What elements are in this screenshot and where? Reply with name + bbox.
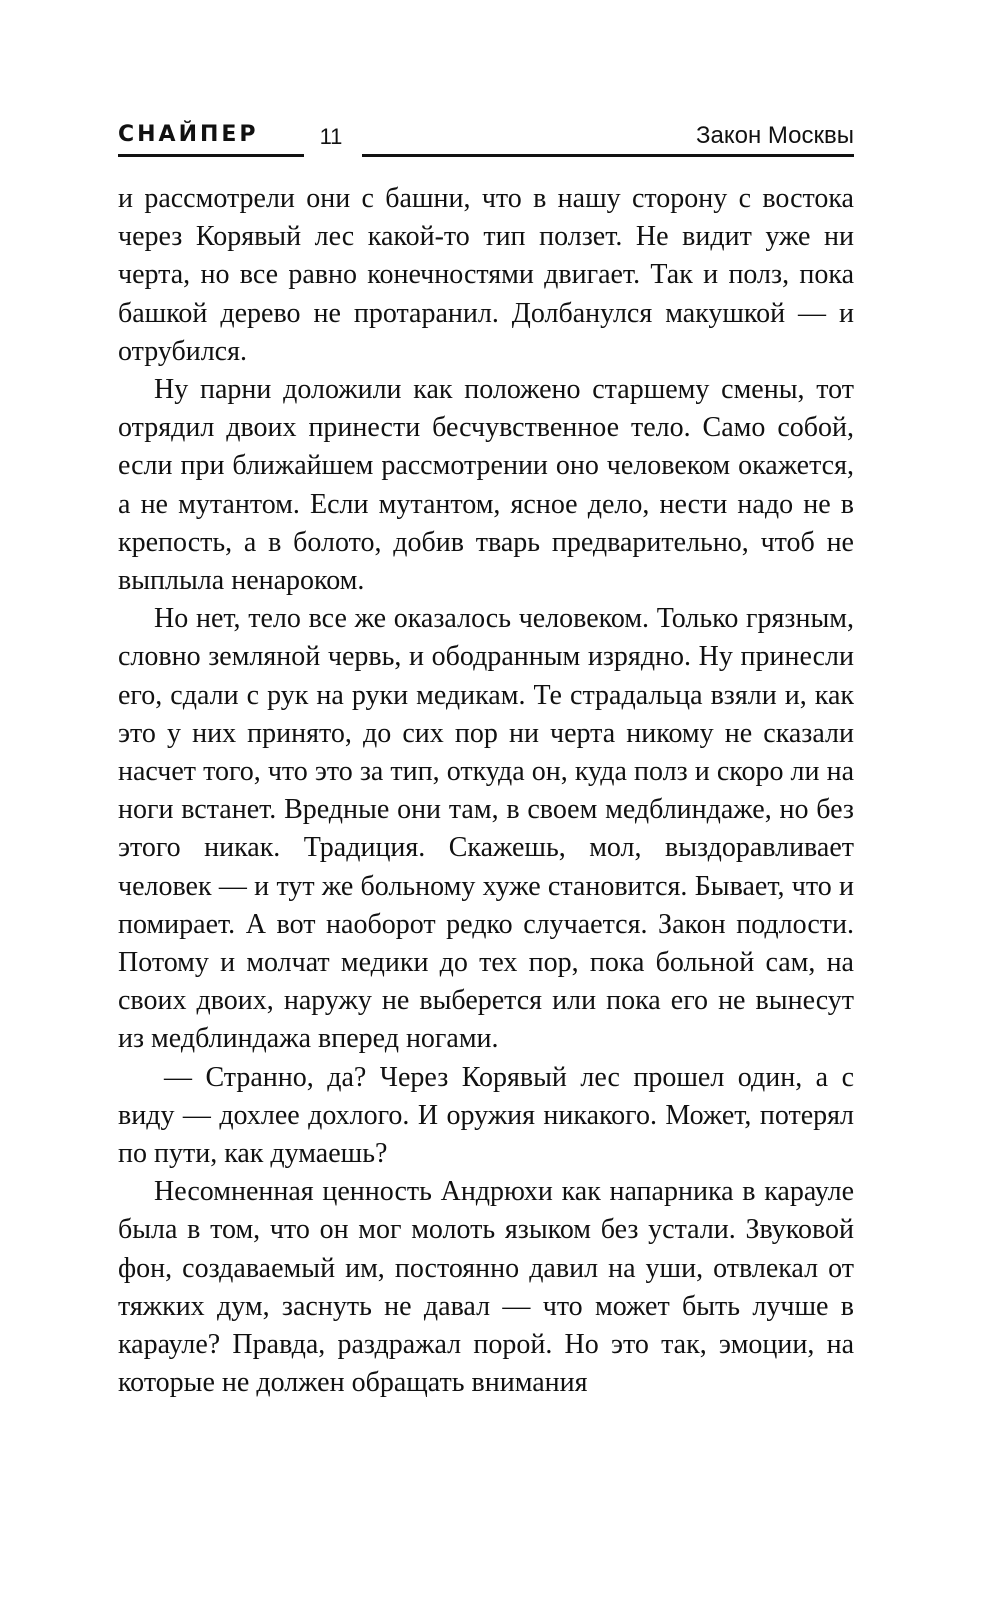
page-number: 11 <box>319 124 343 149</box>
paragraph: и рассмотрели они с башни, что в нашу сторону с востока через Корявый лес какой-то тип ползет. Не видит уже ни черта, но все равно конечностями двигает. Так и полз, пока башкой дерево не протаранил. Долбанулся макушкой — и отрубился. <box>118 183 854 367</box>
paragraph: Несомненная ценность Андрюхи как напарника в карауле была в том, что он мог молоть языком без устали. Звуковой фон, создаваемый им, постоянно давил на уши, отвлекал от тяжких дум, заснуть не давал — что может быть лучше в карауле? Правда, раздражал порой. Но это так, эмоции, на которые не должен обращать внимания <box>118 1176 854 1399</box>
book-title: Закон Москвы <box>696 122 854 149</box>
paragraph: Но нет, тело все же оказалось человеком. Только грязным, словно земляной червь, и ободранным изрядно. Ну принесли его, сдали с рук на руки медикам. Те страдальца взяли и, как это у них принято, до сих пор ни черта никому не сказали насчет того, что это за тип, откуда он, куда полз и скоро ли на ноги встанет. Вредные они там, в своем медблиндаже, но без этого никак. Традиция. Скажешь, мол, выздоравливает человек — и тут же больному хуже становится. Бывает, что и помирает. А вот наоборот редко случается. Закон подлости. Потому и молчат медики до тех пор, пока больной сам, на своих двоих, наружу не выберется или пока его не вынесут из медблиндажа вперед ногами. <box>118 603 854 1055</box>
header-rule-left <box>118 154 304 157</box>
body-text <box>118 180 854 1403</box>
dialogue-paragraph: — Странно, да? Через Корявый лес прошел один, а с виду — дохлее дохлого. И оружия никакого. Может, потерял по пути, как думаешь? <box>118 1061 854 1170</box>
header-rule-right <box>362 154 854 157</box>
series-name: СНАЙПЕР <box>118 122 259 147</box>
running-header <box>118 118 854 162</box>
paragraph: Ну парни доложили как положено старшему смены, тот отрядил двоих принести бесчувственное тело. Само собой, если при ближайшем рассмотрении оно человеком окажется, а не мутантом. Если мутантом, ясное дело, нести надо не в крепость, а в болото, добив тварь предварительно, чтоб не выплыла ненароком. <box>118 374 854 597</box>
